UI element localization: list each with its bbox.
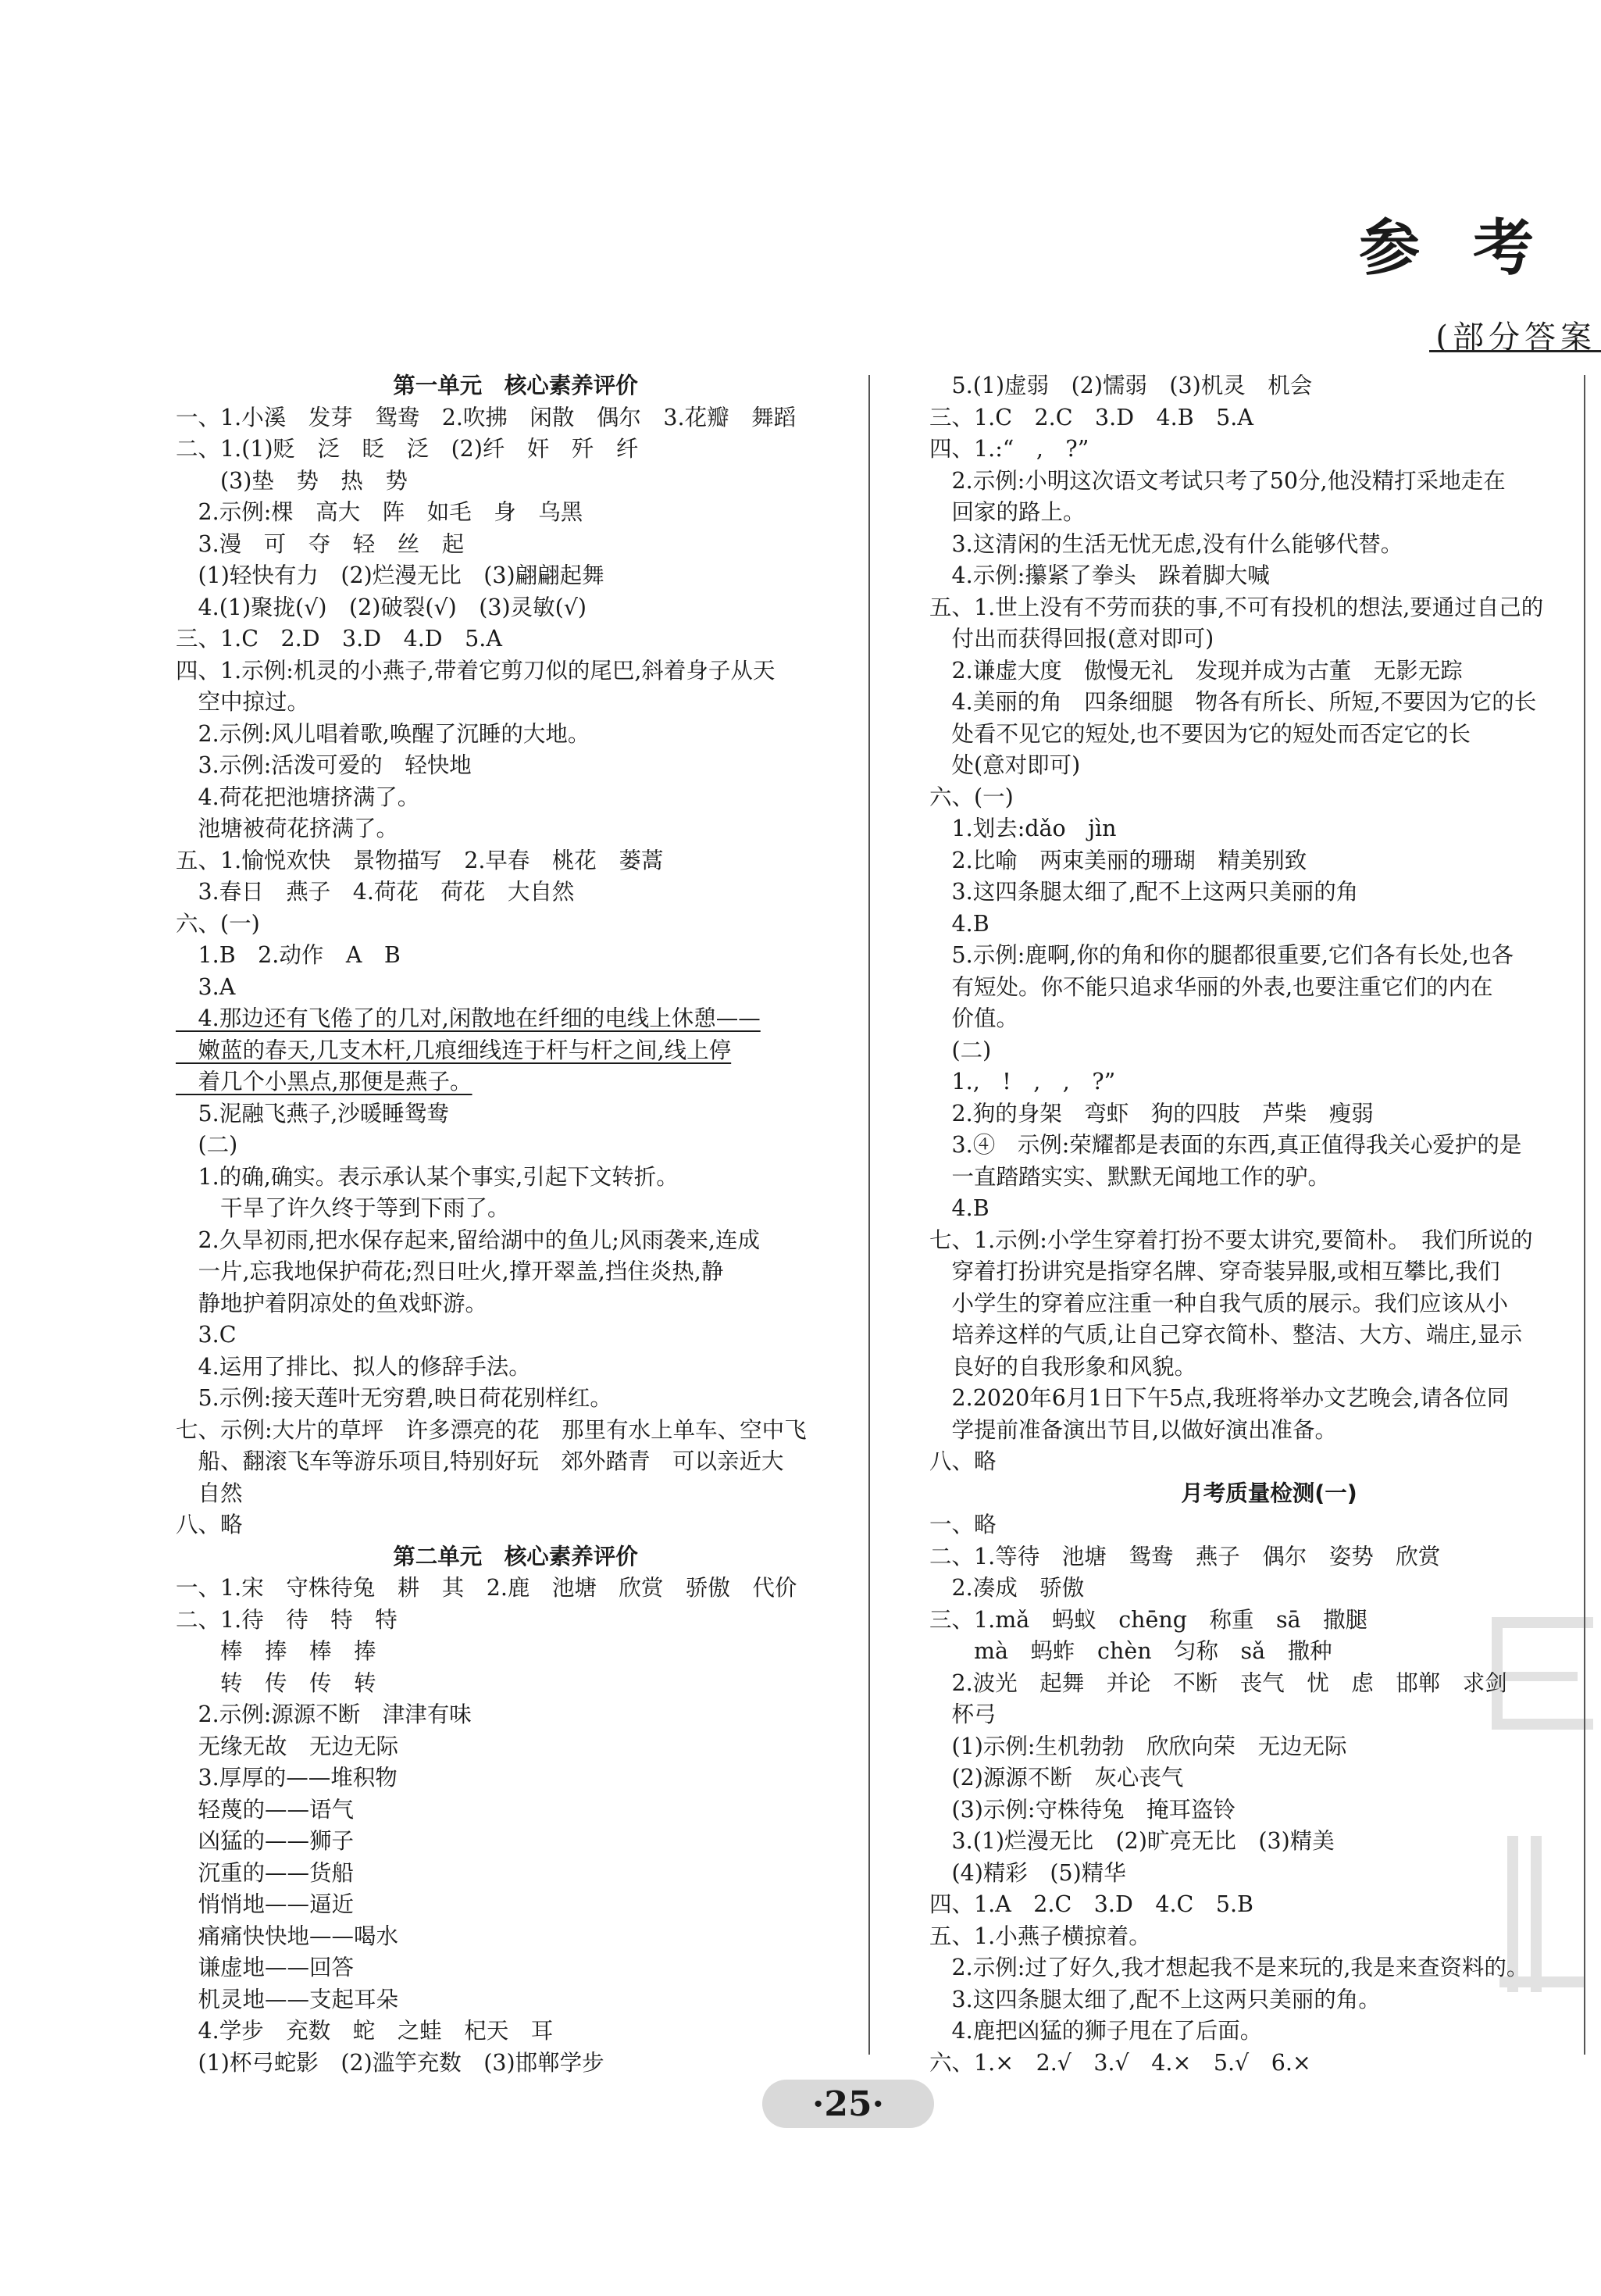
answer-line: 船、翻滚飞车等游乐项目,特别好玩 郊外踏青 可以亲近大 bbox=[176, 1448, 784, 1474]
answer-line: 3.春日 燕子 4.荷花 荷花 大自然 bbox=[176, 879, 575, 905]
header-rule bbox=[1429, 350, 1601, 352]
answer-line: (3)垫 势 热 势 bbox=[176, 467, 408, 494]
answer-line: 机灵地——支起耳朵 bbox=[176, 1986, 399, 2012]
answer-line: 处看不见它的短处,也不要因为它的短处而否定它的长 bbox=[929, 720, 1471, 747]
section-title: 第二单元 核心素养评价 bbox=[393, 1543, 638, 1569]
answer-line: (二) bbox=[176, 1132, 238, 1158]
answer-line: 3.厚厚的——堆积物 bbox=[176, 1765, 398, 1791]
answer-line: 回家的路上。 bbox=[929, 499, 1086, 525]
answer-line: 1.B 2.动作 A B bbox=[176, 942, 401, 968]
answer-line: 2.凑成 骄傲 bbox=[929, 1575, 1085, 1601]
section-title: 月考质量检测(一) bbox=[1181, 1480, 1357, 1506]
answer-line: 2.比喻 两束美丽的珊瑚 精美别致 bbox=[929, 847, 1307, 873]
answer-line: 转 传 传 转 bbox=[176, 1669, 376, 1696]
answer-line: 3.漫 可 夺 轻 丝 起 bbox=[176, 530, 465, 557]
answer-line: 4.美丽的角 四条细腿 物各有所长、所短,不要因为它的长 bbox=[929, 689, 1537, 715]
column-divider bbox=[868, 375, 870, 2055]
answer-line: 凶猛的——狮子 bbox=[176, 1828, 355, 1854]
answer-line: 5.示例:接天莲叶无穷碧,映日荷花别样红。 bbox=[176, 1385, 612, 1411]
answer-line: 六、1.× 2.√ 3.√ 4.× 5.√ 6.× bbox=[929, 2049, 1311, 2076]
answer-line: 2.久旱初雨,把水保存起来,留给湖中的鱼儿;风雨袭来,连成 bbox=[176, 1227, 760, 1253]
answer-line: 5.(1)虚弱 (2)懦弱 (3)机灵 机会 bbox=[929, 373, 1313, 398]
answer-line: 空中掠过。 bbox=[176, 689, 310, 715]
answer-line: 3.这四条腿太细了,配不上这两只美丽的角 bbox=[929, 879, 1359, 905]
answer-line: 5.示例:鹿啊,你的角和你的腿都很重要,它们各有长处,也各 bbox=[929, 942, 1514, 968]
answer-line: 2.示例:风儿唱着歌,唤醒了沉睡的大地。 bbox=[176, 720, 590, 747]
answer-line: 自然 bbox=[176, 1480, 243, 1506]
answer-line: 3.C bbox=[176, 1322, 237, 1348]
answer-line: 2.示例:棵 高大 阵 如毛 身 乌黑 bbox=[176, 499, 583, 525]
answer-line: 四、1.:“ , ?” bbox=[929, 436, 1089, 462]
answer-line: 二、1.(1)贬 泛 眨 泛 (2)纤 奸 歼 纤 bbox=[176, 436, 639, 462]
answer-line: 2.波光 起舞 并论 不断 丧气 忧 虑 邯郸 求剑 bbox=[929, 1669, 1507, 1696]
answer-line: 无缘无故 无边无际 bbox=[176, 1733, 399, 1759]
answer-line: (1)示例:生机勃勃 欣欣向荣 无边无际 bbox=[929, 1733, 1347, 1759]
answer-line: 穿着打扮讲究是指穿名牌、穿奇装异服,或相互攀比,我们 bbox=[929, 1259, 1500, 1284]
answer-line: 三、1.C 2.C 3.D 4.B 5.A bbox=[929, 404, 1253, 430]
answer-line: 2.2020年6月1日下午5点,我班将举办文艺晚会,请各位同 bbox=[929, 1385, 1510, 1411]
answer-line: 4.示例:攥紧了拳头 跺着脚大喊 bbox=[929, 562, 1270, 588]
answer-line: 着几个小黑点,那便是燕子。 bbox=[176, 1069, 472, 1094]
answer-line: 棒 捧 棒 捧 bbox=[176, 1638, 376, 1664]
page-number: 25 bbox=[824, 2084, 872, 2124]
answer-line: 干旱了许久终于等到下雨了。 bbox=[176, 1195, 510, 1221]
answer-line: 一、1.小溪 发芽 鸳鸯 2.吹拂 闲散 偶尔 3.花瓣 舞蹈 bbox=[176, 404, 797, 430]
page-number-badge bbox=[762, 2080, 934, 2128]
answer-line: 有短处。你不能只追求华丽的外表,也要注重它们的内在 bbox=[929, 973, 1493, 1000]
answer-line: 二、1.待 待 特 特 bbox=[176, 1606, 398, 1633]
answer-line: 五、1.世上没有不劳而获的事,不可有投机的想法,要通过自己的 bbox=[929, 594, 1544, 620]
answer-line: 静地护着阴凉处的鱼戏虾游。 bbox=[176, 1290, 488, 1316]
answer-line: 3.这清闲的生活无忧无虑,没有什么能够代替。 bbox=[929, 530, 1403, 557]
answer-line: 4.学步 充数 蛇 之蛙 杞天 耳 bbox=[176, 2018, 554, 2044]
answer-line: (1)轻快有力 (2)烂漫无比 (3)翩翩起舞 bbox=[176, 562, 604, 588]
answer-line: 轻蔑的——语气 bbox=[176, 1796, 355, 1823]
answer-line: 二、1.等待 池塘 鸳鸯 燕子 偶尔 姿势 欣赏 bbox=[929, 1543, 1441, 1569]
answer-line: 3.A bbox=[176, 973, 236, 1000]
answer-line: 一直踏踏实实、默默无闻地工作的驴。 bbox=[929, 1163, 1331, 1190]
page-header-title: 参考 bbox=[1358, 212, 1587, 284]
answer-line: 2.示例:过了好久,我才想起我不是来玩的,我是来查资料的。 bbox=[929, 1955, 1529, 1980]
answer-line: 培养这样的气质,让自己穿衣简朴、整洁、大方、端庄,显示 bbox=[929, 1322, 1523, 1348]
answer-line: 付出而获得回报(意对即可) bbox=[929, 626, 1214, 652]
answer-line: 3.这四条腿太细了,配不上这两只美丽的角。 bbox=[929, 1986, 1381, 2012]
answer-line: 5.泥融飞燕子,沙暖睡鸳鸯 bbox=[176, 1100, 449, 1127]
answer-line: 六、(一) bbox=[929, 784, 1014, 810]
answer-line: 4.(1)聚拢(√) (2)破裂(√) (3)灵敏(√) bbox=[176, 594, 587, 620]
answer-line: 池塘被荷花挤满了。 bbox=[176, 816, 399, 841]
left-answer-column bbox=[176, 370, 855, 2079]
answer-line: 3.示例:活泼可爱的 轻快地 bbox=[176, 752, 472, 778]
page-header-subtitle: (部分答案 bbox=[1435, 320, 1596, 355]
answer-line: 处(意对即可) bbox=[929, 752, 1081, 778]
answer-line: 良好的自我形象和风貌。 bbox=[929, 1353, 1197, 1380]
answer-line: 谦虚地——回答 bbox=[176, 1955, 355, 1980]
answer-line: 沉重的——货船 bbox=[176, 1859, 355, 1886]
answer-line: 学提前准备演出节目,以做好演出准备。 bbox=[929, 1416, 1338, 1443]
answer-line: 七、示例:大片的草坪 许多漂亮的花 那里有水上单车、空中飞 bbox=[176, 1416, 807, 1443]
answer-line: (3)示例:守株待兔 掩耳盗铃 bbox=[929, 1796, 1236, 1823]
right-answer-column bbox=[929, 370, 1601, 2079]
answer-line: 杯弓 bbox=[929, 1701, 997, 1727]
answer-line: 2.谦虚大度 傲慢无礼 发现并成为古董 无影无踪 bbox=[929, 657, 1463, 684]
answer-line: 嫩蓝的春天,几支木杆,几痕细线连于杆与杆之间,线上停 bbox=[176, 1037, 732, 1063]
answer-line: 八、略 bbox=[176, 1512, 243, 1537]
answer-line: 悄悄地——逼近 bbox=[176, 1891, 355, 1917]
right-edge-divider bbox=[1584, 375, 1585, 2055]
answer-line: 2.狗的身架 弯虾 狗的四肢 芦柴 瘦弱 bbox=[929, 1100, 1374, 1127]
answer-line: 4.运用了排比、拟人的修辞手法。 bbox=[176, 1353, 531, 1380]
answer-line: 一、略 bbox=[929, 1512, 997, 1537]
answer-line: 1.划去:dǎo jìn bbox=[929, 816, 1117, 841]
answer-line: 4.那边还有飞倦了的几对,闲散地在纤细的电线上休憩—— bbox=[176, 1005, 761, 1031]
answer-line: (2)源源不断 灰心丧气 bbox=[929, 1765, 1184, 1791]
answer-line: (4)精彩 (5)精华 bbox=[929, 1859, 1126, 1886]
answer-line: 2.示例:小明这次语文考试只考了50分,他没精打采地走在 bbox=[929, 467, 1506, 494]
answer-line: mà 蚂蚱 chèn 匀称 sǎ 撒种 bbox=[929, 1638, 1332, 1664]
answer-line: 四、1.示例:机灵的小燕子,带着它剪刀似的尾巴,斜着身子从天 bbox=[176, 657, 776, 684]
answer-line: 3.(1)烂漫无比 (2)旷亮无比 (3)精美 bbox=[929, 1828, 1335, 1854]
answer-line: 五、1.小燕子横掠着。 bbox=[929, 1923, 1151, 1949]
answer-line: (1)杯弓蛇影 (2)滥竽充数 (3)邯郸学步 bbox=[176, 2049, 604, 2076]
answer-line: 小学生的穿着应注重一种自我气质的展示。我们应该从小 bbox=[929, 1290, 1509, 1316]
answer-line: 一片,忘我地保护荷花;烈日吐火,撑开翠盖,挡住炎热,静 bbox=[176, 1259, 724, 1284]
answer-line: 七、1.示例:小学生穿着打扮不要太讲究,要简朴。 我们所说的 bbox=[929, 1227, 1533, 1253]
answer-line: 3.④ 示例:荣耀都是表面的东西,真正值得我关心爱护的是 bbox=[929, 1132, 1522, 1158]
answer-line: 4.B bbox=[929, 910, 989, 937]
answer-line: 四、1.A 2.C 3.D 4.C 5.B bbox=[929, 1891, 1253, 1917]
answer-line: (二) bbox=[929, 1037, 992, 1063]
answer-line: 六、(一) bbox=[176, 910, 260, 937]
answer-line: 一、1.宋 守株待兔 耕 其 2.鹿 池塘 欣赏 骄傲 代价 bbox=[176, 1575, 797, 1601]
answer-line: 2.示例:源源不断 津津有味 bbox=[176, 1701, 472, 1727]
answer-line: 三、1.mǎ 蚂蚁 chēng 称重 sā 撒腿 bbox=[929, 1606, 1368, 1633]
answer-line: 1.的确,确实。表示承认某个事实,引起下文转折。 bbox=[176, 1163, 679, 1190]
section-title: 第一单元 核心素养评价 bbox=[393, 373, 638, 398]
answer-line: 八、略 bbox=[929, 1448, 997, 1474]
answer-line: 价值。 bbox=[929, 1005, 1019, 1031]
answer-line: 五、1.愉悦欢快 景物描写 2.早春 桃花 蒌蒿 bbox=[176, 847, 664, 873]
answer-line: 1., ! , , ?” bbox=[929, 1069, 1116, 1094]
page-number-dot-right: · bbox=[872, 2084, 884, 2124]
answer-line: 4.鹿把凶猛的狮子甩在了后面。 bbox=[929, 2018, 1263, 2044]
answer-line: 三、1.C 2.D 3.D 4.D 5.A bbox=[176, 626, 502, 652]
answer-line: 4.B bbox=[929, 1195, 989, 1221]
answer-line: 4.荷花把池塘挤满了。 bbox=[176, 784, 420, 810]
page-number-dot-left: · bbox=[812, 2084, 825, 2124]
answer-line: 痛痛快快地——喝水 bbox=[176, 1923, 399, 1949]
